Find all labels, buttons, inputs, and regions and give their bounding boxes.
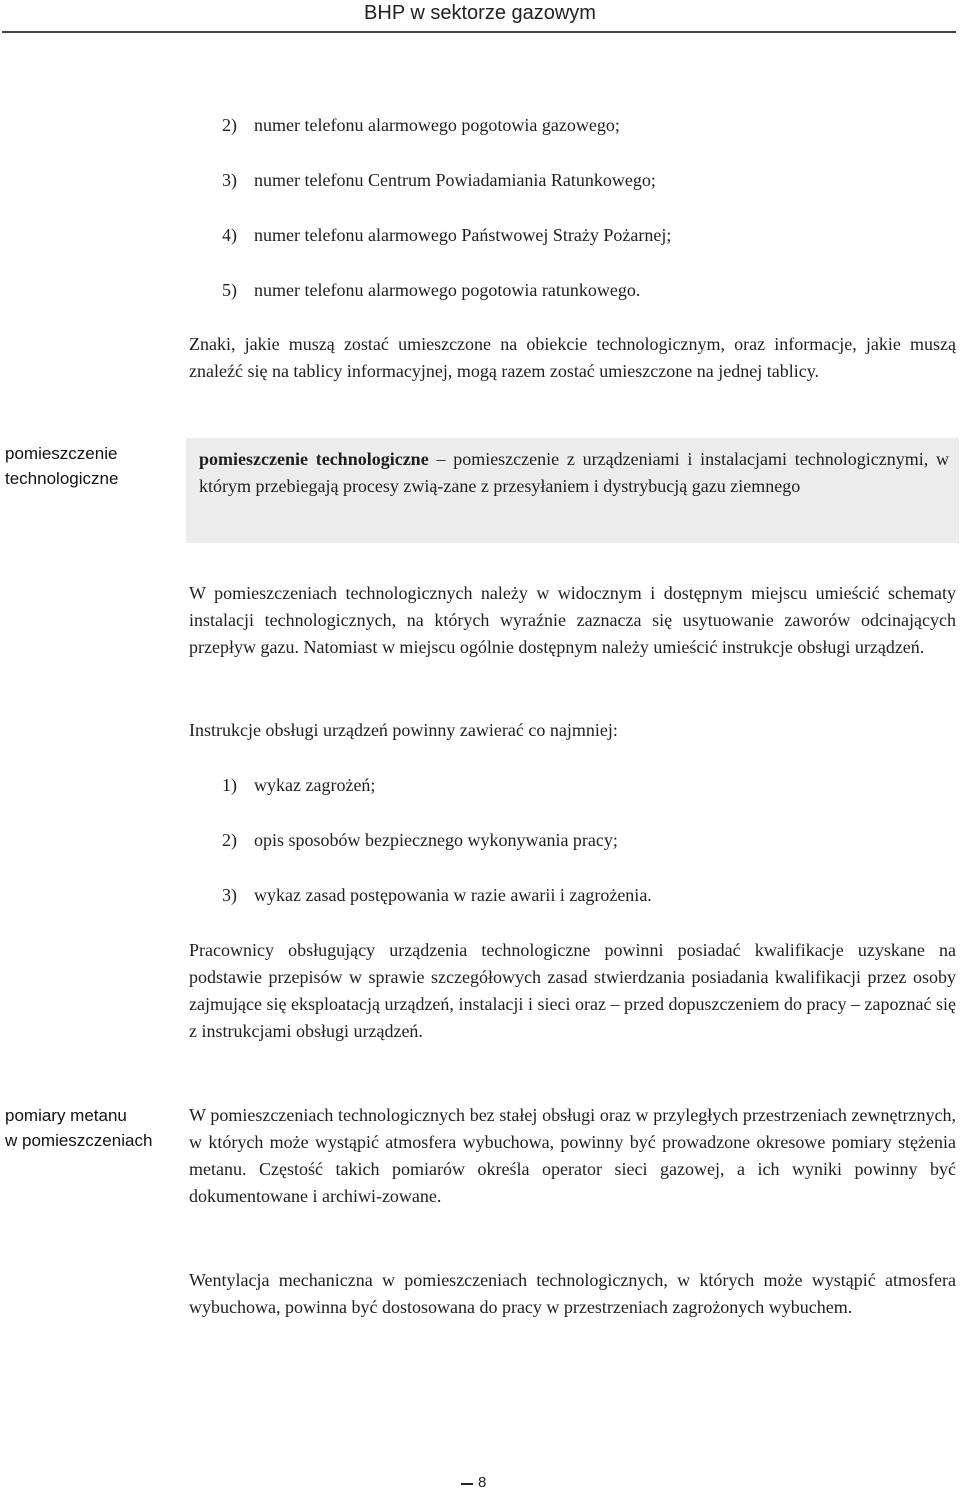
header-rule — [2, 31, 956, 33]
list-item-text: numer telefonu alarmowego pogotowia gazowego; — [254, 115, 620, 135]
list-item-text: numer telefonu alarmowego pogotowia ratunkowego. — [254, 280, 641, 300]
list-item — [222, 773, 375, 797]
list-item-text: opis sposobów bezpiecznego wykonywania pracy; — [254, 830, 618, 850]
definition-body: – pomieszczenie z urządzeniami i instalacjami technologicznymi, w którym przebiegają procesy zwią-zane z przesyłaniem i dystrybucją gazu ziemnego — [199, 449, 949, 496]
list-item — [222, 883, 652, 907]
header-title: BHP w sektorze gazowym — [364, 2, 596, 24]
margin-note-pomiary — [5, 1103, 152, 1153]
list-item-text: numer telefonu Centrum Powiadamiania Ratunkowego; — [254, 170, 656, 190]
list-item — [222, 828, 618, 852]
paragraph-pracownicy: Pracownicy obsługujący urządzenia technologiczne powinni posiadać kwalifikacje uzyskane na podstawie przepisów w sprawie szczegółowych zasad stwierdzania posiadania kwalifikacji przez osoby zajmujące się eksploatacją urządzeń, instalacji i sieci oraz – przed dopuszczeniem do pracy – zapoznać się z instrukcjami obsługi urządzeń. — [189, 940, 956, 1041]
definition-term: pomieszczenie technologiczne — [199, 449, 429, 469]
list-item-number: 2) — [222, 115, 237, 135]
page-header — [0, 0, 960, 34]
list-item-number: 3) — [222, 170, 237, 190]
paragraph-pomiary: W pomieszczeniach technologicznych bez stałej obsługi oraz w przyległych przestrzeniach zewnętrznych, w których może wystąpić atmosfera wybuchowa, powinny być prowadzone okresowe pomiary stężenia metanu. Częstość takich pomiarów określa operator sieci gazowej, a ich wyniki powinny być dokumentowane i archiwi-zowane. — [189, 1105, 956, 1206]
list-item-number: 3) — [222, 885, 237, 905]
list-item-number: 1) — [222, 775, 237, 795]
list-item-number: 2) — [222, 830, 237, 850]
list-item-text: wykaz zasad postępowania w razie awarii i zagrożenia. — [254, 885, 652, 905]
list-item-text: numer telefonu alarmowego Państwowej Straży Pożarnej; — [254, 225, 672, 245]
list-item-number: 5) — [222, 280, 237, 300]
list-item-number: 4) — [222, 225, 237, 245]
margin-note-line: technologiczne — [5, 469, 119, 488]
list-item — [222, 278, 640, 302]
list-item — [222, 223, 671, 247]
paragraph-znaki: Znaki, jakie muszą zostać umieszczone na obiekcie technologicznym, oraz informacje, jakie muszą znaleźć się na tablicy informacyjnej, mogą razem zostać umieszczone na jednej tablicy. — [189, 334, 956, 381]
page-number: 8 — [478, 1474, 487, 1491]
definition-box — [186, 438, 959, 543]
paragraph-instrukcje: Instrukcje obsługi urządzeń powinny zawierać co najmniej: — [189, 720, 618, 740]
margin-note-line: w pomieszczeniach — [5, 1131, 153, 1150]
margin-note-pomieszczenie — [5, 441, 118, 491]
margin-note-line: pomiary metanu — [5, 1106, 127, 1125]
margin-note-line: pomieszczenie — [5, 444, 118, 463]
list-item-text: wykaz zagrożeń; — [254, 775, 376, 795]
paragraph-wentylacja: Wentylacja mechaniczna w pomieszczeniach technologicznych, w których może wystąpić atmosfera wybuchowa, powinna być dostosowana do pracy w przestrzeniach zagrożonych wybuchem. — [189, 1270, 956, 1317]
paragraph-schematy: W pomieszczeniach technologicznych należy w widocznym i dostępnym miejscu umieścić schematy instalacji technologicznych, na których wyraźnie zaznacza się usytuowanie zaworów odcinających przepływ gazu. Natomiast w miejscu ogólnie dostępnym należy umieścić instrukcje obsługi urządzeń. — [189, 583, 956, 657]
footer-dash — [461, 1483, 473, 1485]
list-item — [222, 168, 656, 192]
list-item — [222, 113, 620, 137]
definition-text — [199, 446, 949, 500]
